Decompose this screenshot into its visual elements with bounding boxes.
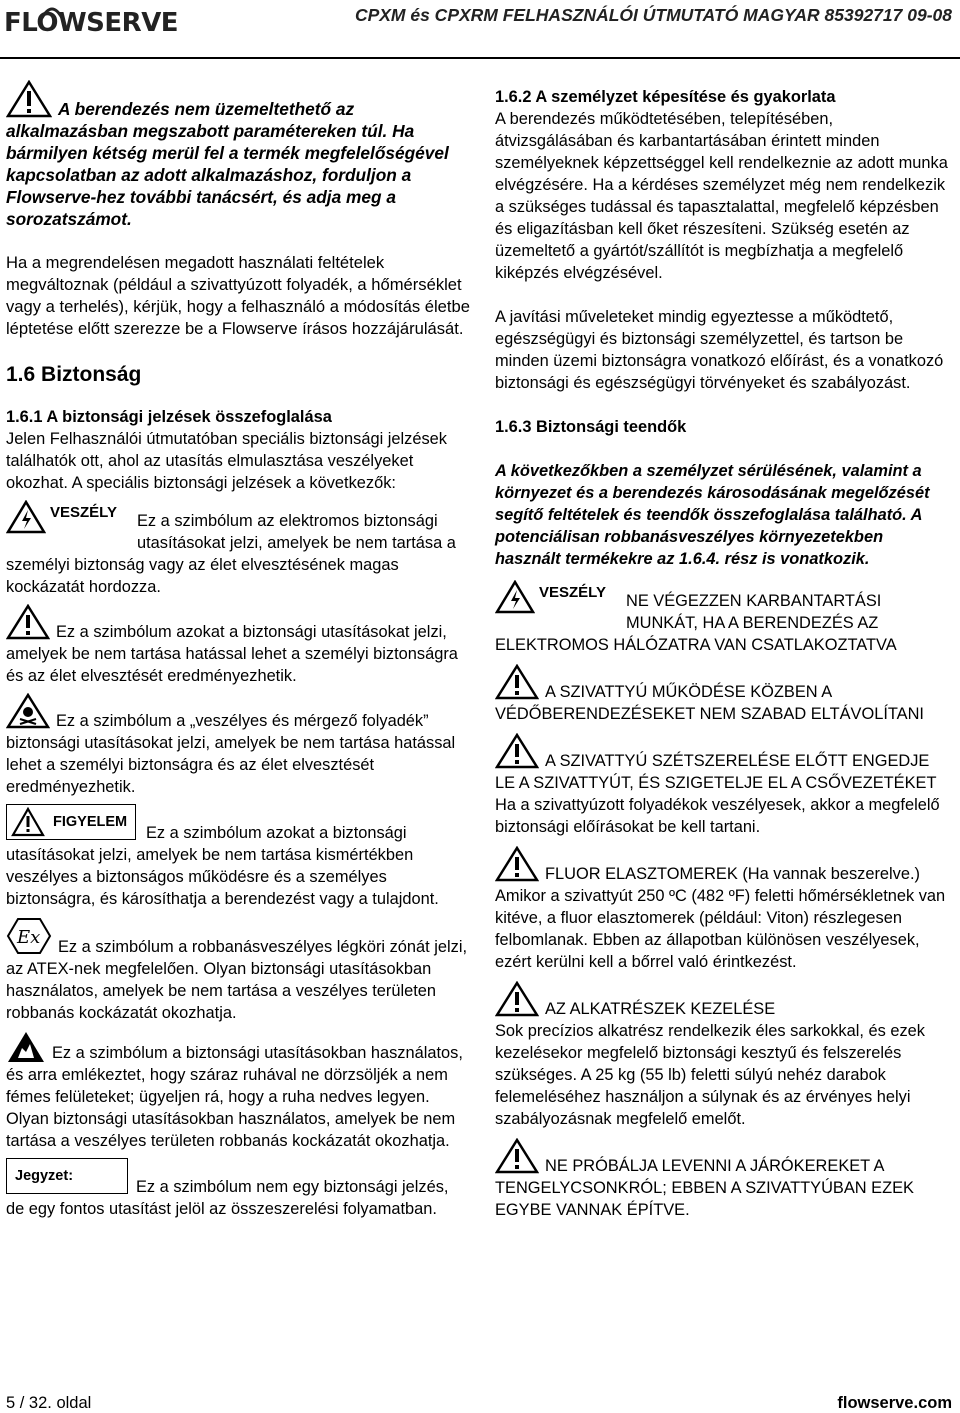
- warning-4-text: FLUOR ELASZTOMEREK (Ha vannak beszerelve.) Amikor a szivattyút 250 ºC (482 ºF) feletti hőmérsékletnek van kitéve, a fluor elasztomerek (például: Viton) részlegesen felbomlanak. Ebben az állapotban különösen veszélyesek, ezért kerülni kell a bőrrel való érintkezést.: [495, 865, 946, 971]
- warning-1-text: NE VÉGEZZEN KARBANTARTÁSI MUNKÁT, HA A BERENDEZÉS AZ ELEKTROMOS HÁLÓZATRA VAN CSATLAKOZTATVA: [495, 592, 897, 654]
- repair-paragraph: A javítási műveleteket mindig egyeztesse a működtető, egészségügyi és biztonsági személyzettel, és tartson be minden üzemi biztonságra vonatkozó előírást, és a vonatkozó biztonsági és egészségügyi törvényeket és szabályozást.: [495, 308, 944, 392]
- subsection-161-text: Jelen Felhasználói útmutatóban speciális biztonsági jelzések találhatók ott, ahol az utasítás elmulasztása veszélyeket okozhat. A speciális biztonsági jelzések a következők:: [6, 430, 447, 492]
- warning-triangle-icon: [495, 846, 539, 882]
- page-number: 5 / 32. oldal: [6, 1394, 92, 1412]
- caution-symbol: [6, 804, 136, 840]
- footer-site-link[interactable]: flowserve.com: [837, 1394, 952, 1412]
- note-label: Jegyzet:: [15, 1168, 74, 1184]
- toxic-symbol-text: Ez a szimbólum a „veszélyes és mérgező folyadék” biztonsági utasításokat jelzi, amelyek be nem tartása hatással lehet a személyi biztonságra és az élet elvesztését eredményezhetik.: [6, 712, 456, 796]
- caution-symbol-block: [6, 804, 471, 910]
- warning-6: [495, 1138, 953, 1221]
- right-column: [495, 80, 953, 1221]
- ex-label: Ex: [17, 927, 41, 948]
- general-warning-icon: [6, 604, 50, 640]
- danger-symbol-block: [6, 500, 471, 598]
- subsection-162-text: A berendezés működtetésében, telepítésében, átvizsgálásában és karbantartásában érintett minden személyeknek képzettséggel kell rendelkeznie az adott munka elvégzésére. Ha a kérdéses személyzet még nem rendelkezik a szükséges tudással és tapasztalattal, megfelelő képzésben és eligazításban kell őket részesíteni. Szükség esetén az üzemeltető a gyártót/szállítót is megbízhatja a megfelelő kiképzés elvégzésével.: [495, 110, 948, 282]
- esd-symbol-text: Ez a szimbólum a biztonsági utasításokban használatos, és arra emlékeztet, hogy száraz ruhával ne dörzsöljék a nem fémes felületeket; ügyeljen rá, hogy a ruha nedves legyen. Olyan biztonsági utasításokban használatos, amelyek be nem tartása a veszélyes területen robbanás kockázatát okozhatja.: [6, 1044, 463, 1150]
- document-title: CPXM és CPXRM FELHASZNÁLÓI ÚTMUTATÓ MAGYAR 85392717 09-08: [354, 5, 952, 25]
- warning-triangle-icon: [495, 664, 539, 700]
- warning-4: [495, 846, 953, 973]
- warning-1: [495, 580, 953, 656]
- danger-label: VESZÉLY: [50, 504, 117, 521]
- warning-5-text: Sok precízios alkatrész rendelkezik éles sarkokkal, és ezek kezelésekor megfelelő biztonsági kesztyű és felszerelés szükséges. A 25 kg (55 lb) feletti súlyú nehéz darabok felemeléséhez használjon a súlynak és az érvényes helyi szabályozásnak megfelelő emelőt.: [495, 1022, 925, 1128]
- toxic-symbol-block: [6, 693, 471, 798]
- warning-triangle-icon: [495, 1138, 539, 1174]
- danger-symbol: [6, 500, 131, 534]
- subsection-163-title: 1.6.3 Biztonsági teendők: [495, 418, 687, 436]
- warning-3-text: A SZIVATTYÚ SZÉTSZERELÉSE ELŐTT ENGEDJE LE A SZIVATTYÚT, ÉS SZIGETELJE EL A CSŐVEZETÉKET: [495, 752, 937, 792]
- electric-hazard-icon: [6, 500, 46, 534]
- ex-symbol-text: Ez a szimbólum a robbanásveszélyes légköri zónát jelzi, az ATEX-nek megfelelően. Olyan biztonsági utasításokban használatos, amelyek be nem tartása a veszélyes területen robbanás kockázatát okozhatja.: [6, 938, 468, 1022]
- esd-symbol-block: [6, 1030, 471, 1152]
- general-symbol-text: Ez a szimbólum azokat a biztonsági utasításokat jelzi, amelyek be nem tartása hatással lehet a személyi biztonságra és az élet elvesztését eredményezhetik.: [6, 623, 458, 685]
- section-heading: 1.6 Biztonság: [6, 363, 142, 386]
- warning-triangle-icon: [6, 80, 52, 118]
- warning-2-text: A SZIVATTYÚ MŰKÖDÉSE KÖZBEN A VÉDŐBERENDEZÉSEKET NEM SZABAD ELTÁVOLÍTANI: [495, 683, 924, 723]
- warning-triangle-icon: [495, 733, 539, 769]
- subsection-162-title: 1.6.2 A személyzet képesítése és gyakorlata: [495, 88, 836, 106]
- safety-intro: A következőkben a személyzet sérülésének, valamint a környezet és a berendezés károsodásának megelőzését segítő feltételek és teendők összefoglalása található. A potenciálisan robbanásveszélyes környezetekben használt termékekre az 1.6.4. rész is vonatkozik.: [495, 462, 930, 568]
- flowserve-logo: [4, 2, 179, 52]
- left-column: [6, 80, 471, 1220]
- ex-hexagon-icon: [6, 916, 52, 956]
- toxic-hazard-icon: [6, 693, 50, 729]
- warning-1-label: VESZÉLY: [539, 584, 606, 601]
- ex-symbol-block: [6, 916, 471, 1024]
- caution-label: FIGYELEM: [53, 814, 128, 830]
- warning-6-text: NE PRÓBÁLJA LEVENNI A JÁRÓKEREKET A TENGELYCSONKRÓL; EBBEN A SZIVATTYÚBAN EZEK EGYBE VANNAK ÉPÍTVE.: [495, 1157, 914, 1219]
- warning-5: [495, 981, 953, 1130]
- warning-3-extra: Ha a szivattyúzott folyadékok veszélyesek, akkor a megfelelő biztonsági előírásokat be kell tartani.: [495, 796, 940, 836]
- warning-triangle-icon: [495, 981, 539, 1017]
- note-symbol-block: [6, 1158, 471, 1220]
- warning-3: [495, 733, 953, 838]
- conditions-paragraph: Ha a megrendelésen megadott használati feltételek megváltoznak (például a szivattyúzott folyadék, a hőmérséklet vagy a terhelés), kérjük, hogy a felhasználó a módosítás életbe léptetése előtt szerezze be a Flowserve írásos hozzájárulását.: [6, 253, 470, 338]
- warning-1-symbol: [495, 580, 620, 614]
- note-symbol-text: Ez a szimbólum nem egy biztonsági jelzés, de egy fontos utasítást jelöl az összeszerelési folyamatban.: [6, 1178, 449, 1218]
- warning-5-title: AZ ALKATRÉSZEK KEZELÉSE: [545, 1000, 776, 1018]
- logo-text: FLOWSERVE: [4, 8, 179, 38]
- caution-symbol-text: Ez a szimbólum azokat a biztonsági utasításokat jelzi, amelyek be nem tartása kismértékben veszélyes a biztonságos működésre és a személyes biztonságra, és károsíthatja a berendezést vagy a tulajdont.: [6, 824, 439, 908]
- subsection-161-title: 1.6.1 A biztonsági jelzések összefoglalása: [6, 408, 332, 426]
- page-header: [0, 0, 960, 60]
- note-symbol: [6, 1158, 128, 1194]
- esd-hand-icon: [6, 1030, 46, 1064]
- caution-icon: [11, 807, 45, 837]
- header-divider: [0, 57, 960, 59]
- warning-2: [495, 664, 953, 725]
- electric-hazard-icon: [495, 580, 535, 614]
- intro-warning-text: A berendezés nem üzemeltethető az alkalmazásban megszabott paramétereken túl. Ha bármilyen kétség merül fel a termék megfelelőségével kapcsolatban az adott alkalmazáshoz, forduljon a Flowserve-hez további tanácsért, és adja meg a sorozatszámot.: [6, 99, 449, 229]
- general-symbol-block: [6, 604, 471, 687]
- intro-warning: [6, 80, 471, 230]
- danger-symbol-text: Ez a szimbólum az elektromos biztonsági utasításokat jelzi, amelyek be nem tartása a személyi biztonság vagy az élet elvesztésének magas kockázatát hordozza.: [6, 512, 456, 596]
